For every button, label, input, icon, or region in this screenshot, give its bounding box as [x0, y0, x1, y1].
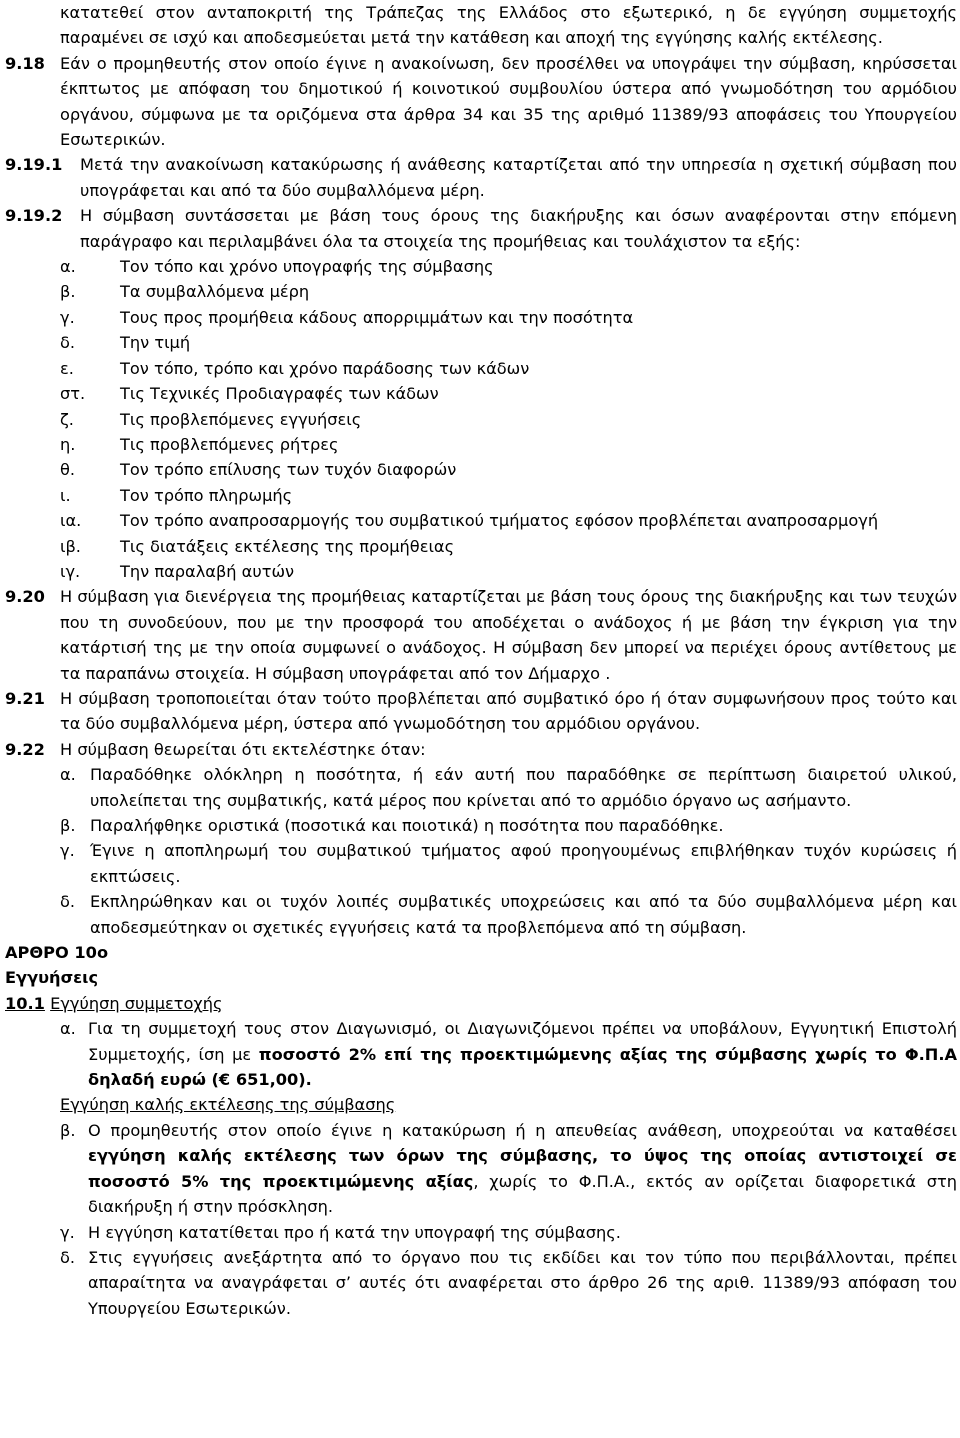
section-9-19-2 — [5, 203, 957, 254]
list-item-text: Την παραλαβή αυτών — [120, 561, 295, 581]
list-item-key: ιγ. — [60, 561, 81, 581]
list-item — [60, 457, 957, 482]
paragraph-continuation — [60, 0, 957, 51]
section-number: 9.22 — [5, 739, 45, 759]
list-item-key: γ. — [60, 307, 75, 327]
item-key: δ. — [60, 1247, 76, 1267]
section-text: Η σύμβαση θεωρείται ότι εκτελέστηκε όταν: — [60, 739, 426, 759]
list-item-text: Έγινε η αποπληρωμή του συμβατικού τμήματος αφού προηγουμένως επιβλήθηκαν τυχόν κυρώσεις ή εκπτώσεις. — [90, 841, 957, 886]
guarantee-item-a — [60, 1016, 957, 1092]
item-key: γ. — [60, 1222, 75, 1242]
list-item-text: Τον τόπο και χρόνο υπογραφής της σύμβασης — [120, 257, 494, 277]
list-item — [60, 305, 957, 330]
item-text — [88, 1118, 957, 1220]
guarantee-items — [60, 1016, 957, 1092]
list-item-text: Παραλήφθηκε οριστικά (ποσοτικά και ποιοτικά) η ποσότητα που παραδόθηκε. — [90, 816, 724, 835]
list-item-key: γ. — [60, 841, 75, 861]
list-item-key: δ. — [60, 333, 76, 353]
section-number: 10.1 — [5, 993, 45, 1013]
list-item-text: Τα συμβαλλόμενα μέρη — [120, 282, 310, 302]
article-subtitle: Εγγυήσεις — [5, 968, 99, 988]
list-item-text: Τον τρόπο πληρωμής — [120, 485, 293, 505]
list-item-key: στ. — [60, 384, 86, 404]
list-item-text: Τις προβλεπόμενες εγγυήσεις — [120, 409, 362, 429]
item-text-bold: ποσοστό 2% επί της προεκτιμώμενης αξίας της σύμβασης χωρίς το Φ.Π.Α δηλαδή ευρώ (€ 651,00). — [88, 1044, 957, 1090]
execution-conditions-list — [60, 762, 957, 940]
section-text: Η σύμβαση συντάσσεται με βάση τους όρους της διακήρυξης και όσων αναφέρονται στην επόμενη παράγραφο και περιλαμβάνει όλα τα στοιχεία της προμήθειας και τουλάχιστον τα εξής: — [80, 206, 957, 251]
item-text-bold: εγγύηση καλής εκτέλεσης των όρων της σύμβασης, το ύψος της οποίας αντιστοιχεί σε ποσοστό 5% της προεκτιμώμενης αξίας — [88, 1146, 957, 1191]
list-item-text: Τις προβλεπόμενες ρήτρες — [120, 434, 339, 454]
list-item-key: η. — [60, 434, 76, 454]
item-text: Στις εγγυήσεις ανεξάρτητα από το όργανο που τις εκδίδει και τον τύπο που περιβάλλονται, πρέπει απαραίτητα να αναγράφεται σ’ αυτές ότι αναφέρεται στο άρθρο 26 της αριθ. 11389/93 απόφαση του Υπουργείου Εσωτερικών. — [88, 1247, 957, 1318]
list-item-text: Εκπληρώθηκαν και οι τυχόν λοιπές συμβατικές υποχρεώσεις και από τα δύο συμβαλλόμενα μέρη και αποδεσμεύτηκαν οι σχετικές εγγυήσεις κατά τα προβλεπόμενα από τη σύμβαση. — [90, 892, 957, 937]
section-text: Η σύμβαση τροποποιείται όταν τούτο προβλέπεται από συμβατικό όρο ή όταν συμφωνήσουν προς τούτο και τα δύο συμβαλλόμενα μέρη, ύστερα από γνωμοδότηση του αρμόδιου οργάνου. — [60, 688, 957, 734]
list-item-text: Την τιμή — [120, 333, 191, 353]
list-item-key: ζ. — [60, 409, 74, 429]
article-title: ΑΡΘΡΟ 10ο — [5, 943, 109, 963]
guarantee-items-2 — [60, 1118, 957, 1321]
section-10-1-heading — [5, 991, 957, 1016]
section-9-22 — [5, 737, 957, 762]
list-item — [60, 279, 957, 304]
section-number: 9.19.2 — [5, 206, 63, 226]
section-number: 9.18 — [5, 53, 45, 73]
item-key: β. — [60, 1120, 76, 1140]
list-item-text: Παραδόθηκε ολόκληρη η ποσότητα, ή εάν αυτή που παραδόθηκε σε περίπτωση διαιρετού υλικού, υπολείπεται της συμβατικής, κατά μέρος που κρίνεται από το αρμόδιο όργανο ως ασήμαντο. — [90, 765, 957, 810]
section-number: 9.21 — [5, 688, 45, 708]
section-number: 9.19.1 — [5, 155, 63, 175]
list-item-key: α. — [60, 257, 76, 277]
continuation-text: κατατεθεί στον ανταποκριτή της Τράπεζας της Ελλάδος στο εξωτερικό, η δε εγγύηση συμμετοχής παραμένει σε ισχύ και αποδεσμεύεται μετά την κατάθεση και αποχή της εγγύησης καλής εκτέλεσης. — [60, 3, 957, 48]
guarantee-item-b — [60, 1118, 957, 1220]
item-text — [88, 1016, 957, 1092]
list-item-key: δ. — [60, 892, 76, 912]
list-item — [60, 254, 957, 279]
list-item — [60, 559, 957, 584]
item-text-plain: Ο προμηθευτής στον οποίο έγινε η κατακύρωση ή η απευθείας ανάθεση, υποχρεούται να καταθέσει — [88, 1120, 957, 1140]
list-item — [60, 407, 957, 432]
list-item-text: Τον τρόπο επίλυσης των τυχόν διαφορών — [120, 460, 457, 480]
list-item-key: ιβ. — [60, 536, 81, 556]
section-title: Εγγύηση συμμετοχής — [50, 993, 223, 1013]
item-key: α. — [60, 1019, 76, 1039]
item-text-plain: Για τη συμμετοχή τους στον Διαγωνισμό, οι Διαγωνιζόμενοι πρέπει να υποβάλουν, Εγγυητική Επιστολή Συμμετοχής, ίση με — [88, 1019, 957, 1064]
list-item-key: β. — [60, 282, 76, 302]
item-text: Η εγγύηση κατατίθεται προ ή κατά την υπογραφή της σύμβασης. — [88, 1222, 621, 1242]
list-item-text: Τους προς προμήθεια κάδους απορριμμάτων και την ποσότητα — [120, 307, 634, 327]
list-item-text: Τις διατάξεις εκτέλεσης της προμήθειας — [120, 536, 455, 556]
guarantee-item-d — [60, 1245, 957, 1321]
section-number: 9.20 — [5, 587, 45, 607]
section-text: Εάν ο προμηθευτής στον οποίο έγινε η ανακοίνωση, δεν προσέλθει να υπογράψει την σύμβαση, κηρύσσεται έκπτωτος με απόφαση του δημοτικού ή κοινοτικού συμβουλίου ύστερα από γνωμοδότηση του αρμόδιου οργάνου, σύμφωνα με τα οριζόμενα στα άρθρα 34 και 35 της αριθμό 11389/93 αποφάσεις του Υπουργείου Εσωτερικών. — [60, 53, 957, 150]
contract-contents-list — [60, 254, 957, 584]
list-item-text: Τον τόπο, τρόπο και χρόνο παράδοσης των κάδων — [120, 358, 530, 378]
list-item-key: β. — [60, 816, 76, 835]
guarantee-item-c — [60, 1220, 957, 1245]
list-item — [60, 330, 957, 355]
list-item — [60, 381, 957, 406]
list-item — [60, 356, 957, 381]
list-item — [60, 762, 957, 813]
section-9-20 — [5, 584, 957, 686]
good-execution-title: Εγγύηση καλής εκτέλεσης της σύμβασης — [60, 1095, 396, 1115]
section-9-19-1 — [5, 152, 957, 203]
list-item — [60, 508, 957, 533]
list-item — [60, 432, 957, 457]
document-page — [5, 0, 957, 1321]
section-text: Η σύμβαση για διενέργεια της προμήθειας καταρτίζεται με βάση τους όρους της διακήρυξης και των τευχών που τη συνοδεύουν, που με την προσφορά του αποδέχεται ο ανάδοχος ή με βάση την έγκριση για την κατάρτισή της με την οποία συμφωνεί ο ανάδοχος. Η σύμβαση δεν μπορεί να περιέχει όρους αντίθετους με τα παραπάνω στοιχεία. Η σύμβαση υπογράφεται από τον Δήμαρχο . — [60, 587, 957, 683]
list-item — [60, 889, 957, 940]
list-item-text: Τις Τεχνικές Προδιαγραφές των κάδων — [120, 384, 439, 404]
list-item — [60, 813, 957, 838]
section-9-21 — [5, 686, 957, 737]
list-item-key: θ. — [60, 460, 76, 480]
list-item-key: ια. — [60, 511, 82, 531]
list-item — [60, 534, 957, 559]
list-item-key: ι. — [60, 485, 71, 505]
list-item — [60, 838, 957, 889]
section-text: Μετά την ανακοίνωση κατακύρωσης ή ανάθεσης καταρτίζεται από την υπηρεσία η σχετική σύμβαση που υπογράφεται και από τα δύο συμβαλλόμενα μέρη. — [80, 155, 957, 200]
list-item-key: α. — [60, 765, 76, 785]
section-9-18 — [5, 51, 957, 153]
item-text-plain-2: , χωρίς το Φ.Π.Α., εκτός αν ορίζεται διαφορετικά στη διακήρυξη ή στην πρόσκληση. — [88, 1171, 958, 1217]
list-item-text: Τον τρόπο αναπροσαρμογής του συμβατικού τμήματος εφόσον προβλέπεται αναπροσαρμογή — [120, 511, 879, 531]
list-item-key: ε. — [60, 358, 74, 378]
list-item — [60, 483, 957, 508]
